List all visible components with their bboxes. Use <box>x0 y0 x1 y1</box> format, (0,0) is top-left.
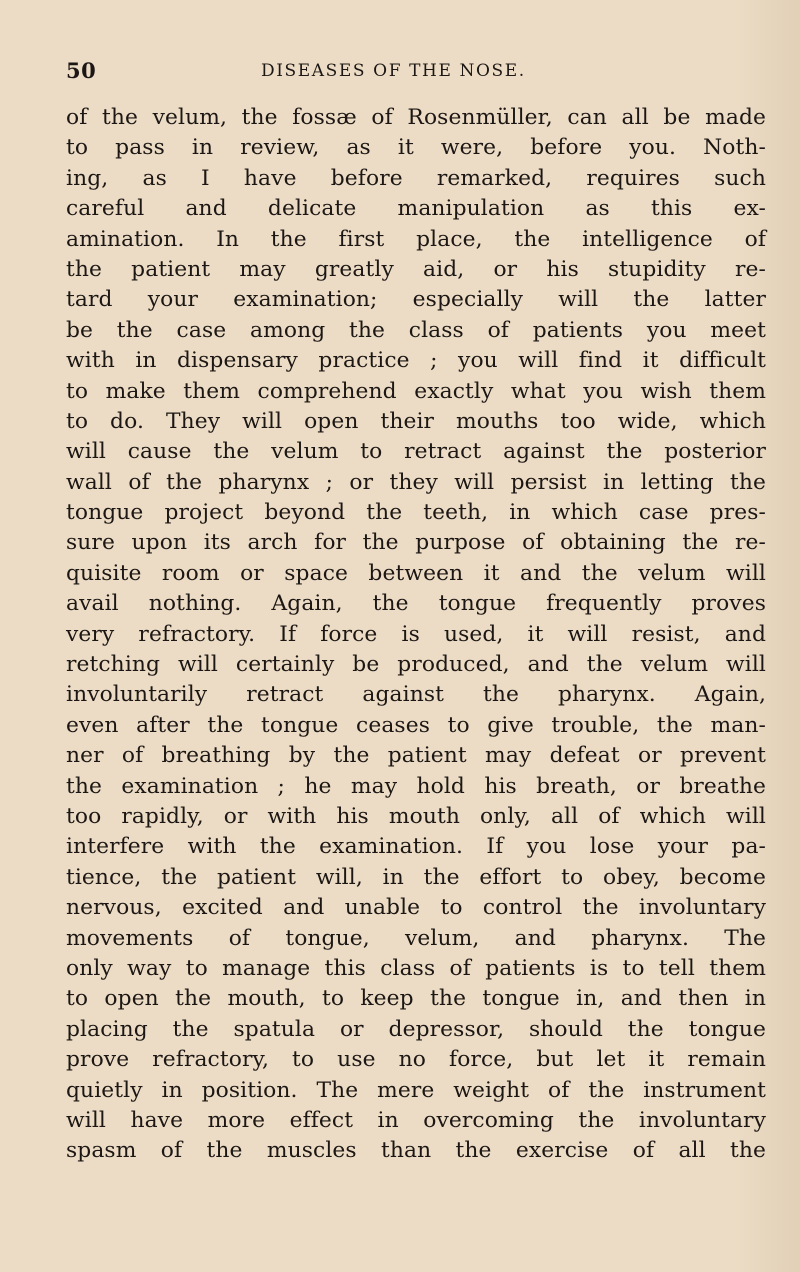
text-line: to open the mouth, to keep the tongue in, and then in <box>66 986 766 1012</box>
text-line: too rapidly, or with his mouth only, all of which will <box>66 803 766 829</box>
text-line: involuntarily retract against the pharynx. Again, <box>66 682 766 708</box>
text-line: the examination ; he may hold his breath, or breathe <box>66 773 766 799</box>
text-line: to do. They will open their mouths too wide, which <box>66 408 766 434</box>
text-line: tongue project beyond the teeth, in which case pres- <box>66 500 766 526</box>
text-line: spasm of the muscles than the exercise of all the <box>66 1138 766 1164</box>
text-line: amination. In the first place, the intelligence of <box>66 226 766 252</box>
text-line: of the velum, the fossæ of Rosenmüller, can all be made <box>66 105 766 130</box>
running-head: DISEASES OF THE NOSE. <box>261 61 526 81</box>
text-line: tard your examination; especially will the latter <box>66 287 766 313</box>
body-text <box>66 103 766 1167</box>
text-line: quietly in position. The mere weight of the instrument <box>66 1077 766 1103</box>
text-line: wall of the pharynx ; or they will persist in letting the <box>66 469 766 495</box>
text-line: only way to manage this class of patients is to tell them <box>66 955 766 981</box>
text-line: very refractory. If force is used, it will resist, and <box>66 621 766 647</box>
text-line: placing the spatula or depressor, should the tongue <box>66 1016 766 1042</box>
page-number: 50 <box>66 58 97 83</box>
text-line: with in dispensary practice ; you will find it difficult <box>66 348 766 374</box>
text-line: ing, as I have before remarked, requires such <box>66 165 766 191</box>
text-line: movements of tongue, velum, and pharynx. The <box>66 925 766 951</box>
text-line: quisite room or space between it and the velum will <box>66 560 766 586</box>
text-line: even after the tongue ceases to give trouble, the man- <box>66 712 766 738</box>
text-line: nervous, excited and unable to control the involuntary <box>66 895 766 921</box>
text-line: interfere with the examination. If you lose your pa- <box>66 834 766 860</box>
text-line: avail nothing. Again, the tongue frequently proves <box>66 591 766 617</box>
text-line: to make them comprehend exactly what you wish them <box>66 378 766 404</box>
text-line: tience, the patient will, in the effort to obey, become <box>66 864 766 890</box>
text-line: sure upon its arch for the purpose of obtaining the re- <box>66 530 766 556</box>
text-line: the patient may greatly aid, or his stupidity re- <box>66 256 766 282</box>
text-line: prove refractory, to use no force, but let it remain <box>66 1047 766 1073</box>
text-line: to pass in review, as it were, before you. Noth- <box>66 135 766 161</box>
text-line: will have more effect in overcoming the involuntary <box>66 1107 766 1133</box>
text-line: be the case among the class of patients you meet <box>66 317 766 343</box>
text-line: ner of breathing by the patient may defeat or prevent <box>66 743 766 769</box>
text-line: will cause the velum to retract against the posterior <box>66 439 766 465</box>
text-line: retching will certainly be produced, and the velum will <box>66 652 766 678</box>
page-header <box>66 58 756 88</box>
text-line: careful and delicate manipulation as this ex- <box>66 196 766 222</box>
